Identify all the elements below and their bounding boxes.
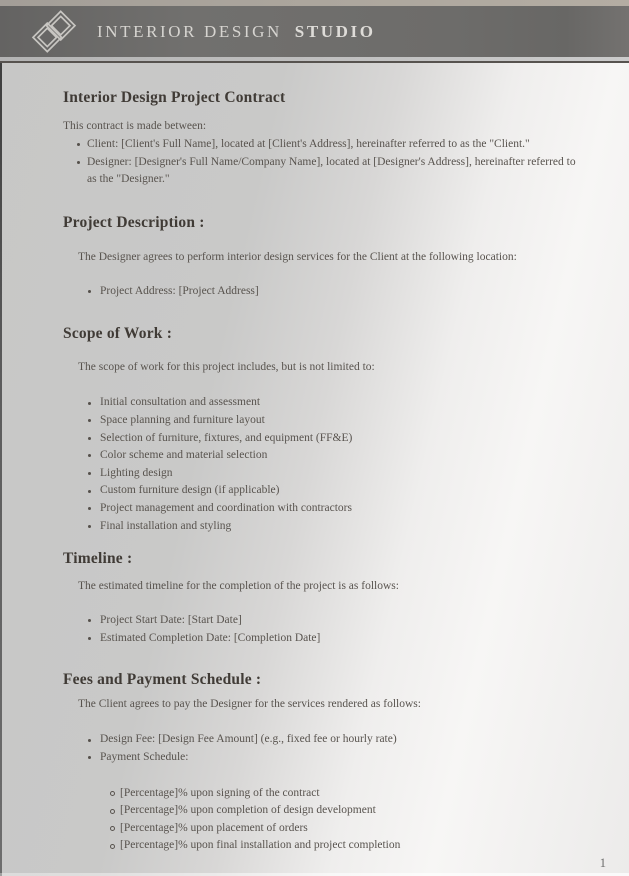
list-item: Space planning and furniture layout [88,412,595,430]
section-list [63,394,595,535]
list-item: Project Start Date: [Start Date] [88,612,595,630]
section-scope-of-work [63,324,595,535]
intro-lead: This contract is made between: [63,120,207,132]
section-list [63,612,595,647]
list-item: Design Fee: [Design Fee Amount] (e.g., fixed fee or hourly rate) [88,731,595,749]
sub-list-item: [Percentage]% upon final installation and project completion [110,837,595,855]
brand-title-primary: INTERIOR DESIGN [97,21,282,41]
list-item: Project Address: [Project Address] [88,283,595,301]
section-list [63,731,595,766]
list-item: Estimated Completion Date: [Completion Date] [88,630,595,648]
section-fees-and-payment [63,670,595,855]
list-item: Selection of furniture, fixtures, and equipment (FF&E) [88,430,595,448]
intro-list [63,136,582,189]
list-item: Designer: [Designer's Full Name/Company Name], located at [Designer's Address], hereinafter referred to as the "Designer." [77,154,582,189]
header-divider-line [0,61,629,63]
list-item: Final installation and styling [88,518,595,536]
sub-list-item: [Percentage]% upon placement of orders [110,820,595,838]
list-item: Custom furniture design (if applicable) [88,482,595,500]
sub-list-item: [Percentage]% upon completion of design development [110,802,595,820]
contract-body [0,88,629,855]
document-title: Interior Design Project Contract [63,89,286,106]
list-item: Client: [Client's Full Name], located at [Client's Address], hereinafter referred to as the "Client." [77,136,582,154]
brand-header [0,0,629,63]
banner [0,6,629,57]
section-heading: Timeline : [63,550,133,568]
section-list [63,283,595,301]
section-heading: Project Description : [63,213,205,231]
section-lead: The Client agrees to pay the Designer for the services rendered as follows: [78,698,421,711]
list-item: Color scheme and material selection [88,447,595,465]
section-lead: The scope of work for this project includes, but is not limited to: [78,361,375,374]
section-timeline [63,549,595,647]
list-item: Payment Schedule: [88,749,595,767]
payment-schedule-sublist [63,785,595,855]
section-heading: Scope of Work : [63,325,173,343]
page-number: 1 [599,856,606,870]
list-item: Project management and coordination with contractors [88,500,595,518]
page-left-edge [0,63,2,876]
list-item: Initial consultation and assessment [88,394,595,412]
sub-list-item: [Percentage]% upon signing of the contract [110,785,595,803]
interlocking-diamonds-logo-icon [27,8,81,55]
list-item: Lighting design [88,465,595,483]
section-lead: The estimated timeline for the completion of the project is as follows: [78,580,399,593]
section-lead: The Designer agrees to perform interior design services for the Client at the following location: [78,250,517,263]
section-project-description [63,213,595,301]
brand-title-secondary: STUDIO [294,21,376,41]
brand-title [97,22,376,42]
section-heading: Fees and Payment Schedule : [63,671,262,689]
